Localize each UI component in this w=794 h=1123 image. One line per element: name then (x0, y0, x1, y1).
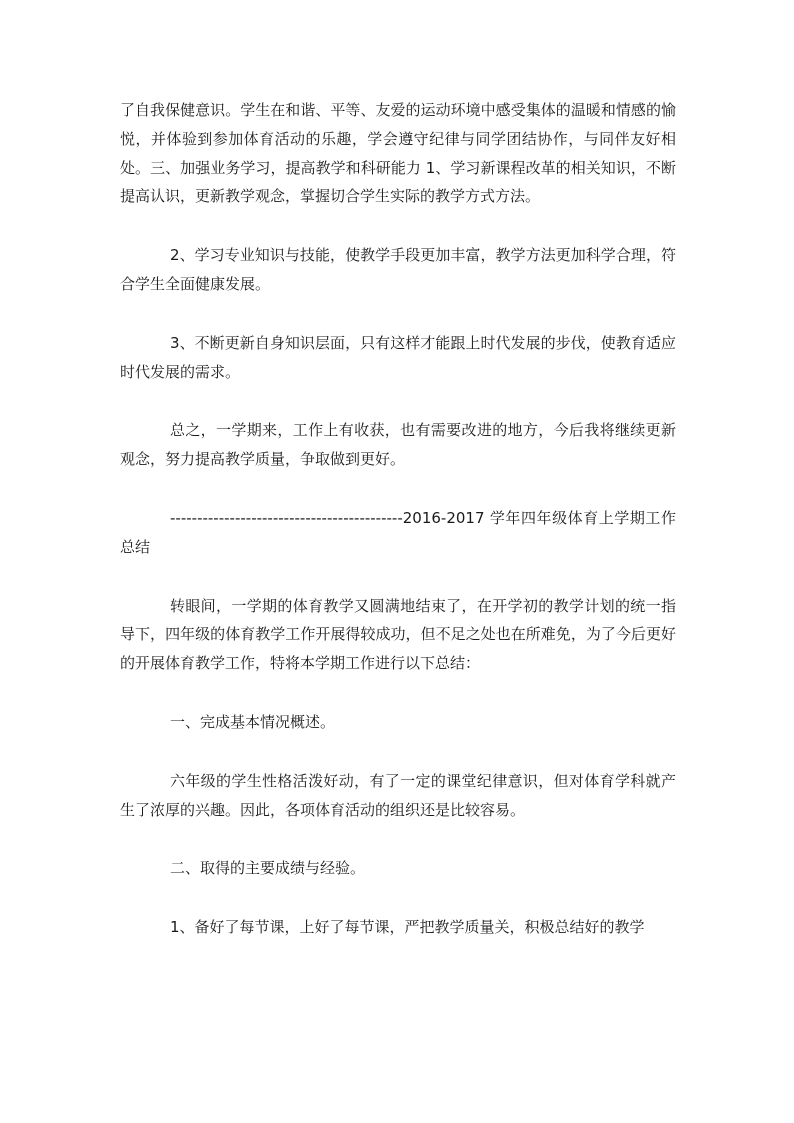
heading-achievements: 二、取得的主要成绩与经验。 (170, 859, 366, 878)
paragraph-intro-summary: 转眼间，一学期的体育教学又圆满地结束了，在开学初的教学计划的统一指导下，四年级的体育教学工作开展得较成功，但不足之处也在所难免，为了今后更好的开展体育教学工作，特将本学期工作进行以下总结： (120, 596, 676, 673)
paragraph-student-characteristics: 六年级的学生性格活泼好动，有了一定的课堂纪律意识，但对体育学科就产生了浓厚的兴趣。因此，各项体育活动的组织还是比较容易。 (120, 771, 676, 819)
paragraph-professional-skills: 2、学习专业知识与技能，使教学手段更加丰富，教学方法更加科学合理，符合学生全面健康发展。 (120, 246, 676, 293)
paragraph-health-awareness: 了自我保健意识。学生在和谐、平等、友爱的运动环境中感受集体的温暖和情感的愉悦，并体验到参加体育活动的乐趣，学会遵守纪律与同学团结协作，与同伴友好相处。三、加强业务学习，提高教学和科研能力 1、学习新课程改革的相关知识，不断提高认识，更新教学观念，掌握切合学生实际的教学方式方法。 (120, 101, 676, 206)
paragraph-conclusion: 总之，一学期来，工作上有收获，也有需要改进的地方，今后我将继续更新观念，努力提高教学质量，争取做到更好。 (120, 421, 676, 469)
section-title-separator: -------------------------------------------2016-2017 学年四年级体育上学期工作总结 (120, 508, 676, 556)
document-body (120, 96, 676, 942)
heading-basic-situation: 一、完成基本情况概述。 (170, 712, 336, 731)
paragraph-lesson-preparation: 1、备好了每节课，上好了每节课，严把教学质量关，积极总结好的教学 (170, 918, 645, 937)
paragraph-update-knowledge: 3、不断更新自身知识层面，只有这样才能跟上时代发展的步伐，使教育适应时代发展的需求。 (120, 333, 676, 381)
